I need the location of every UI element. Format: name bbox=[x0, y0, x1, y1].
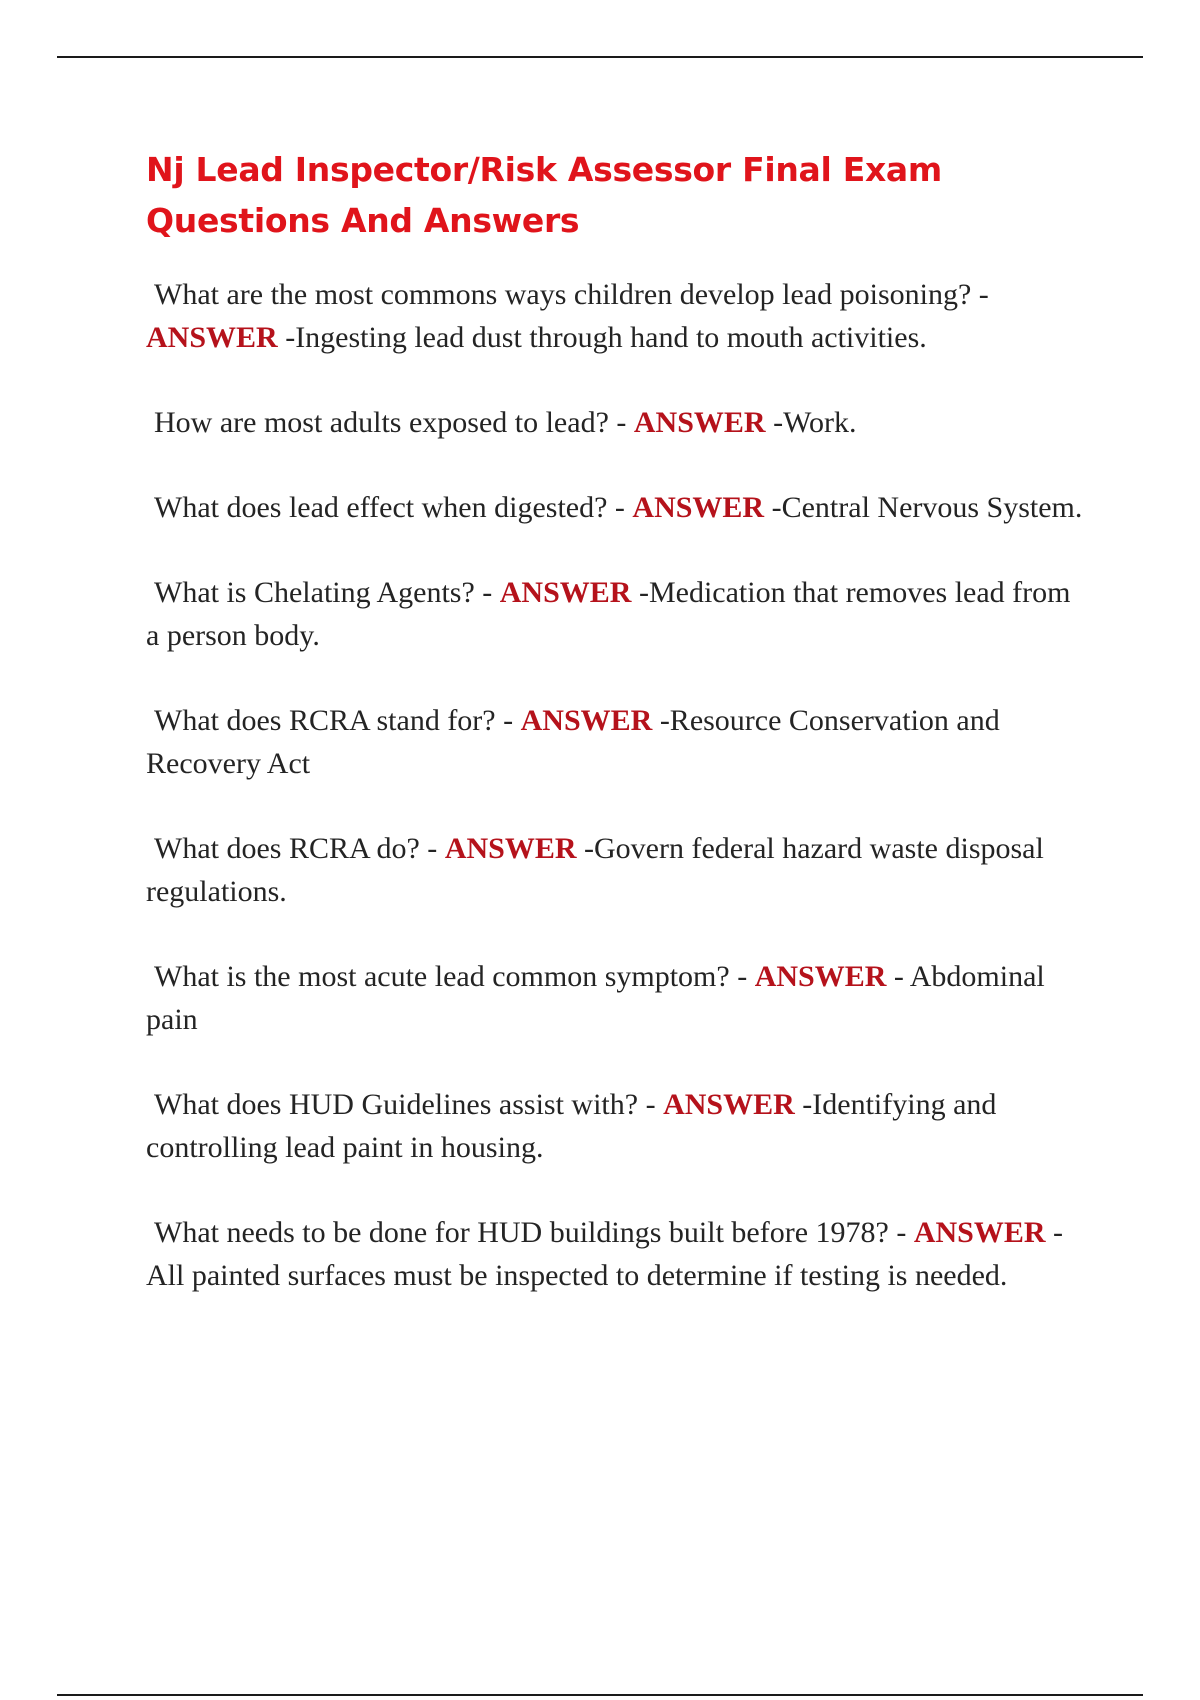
answer-text: -Central Nervous System. bbox=[771, 491, 1083, 524]
bottom-rule bbox=[57, 1694, 1143, 1696]
answer-label: ANSWER bbox=[444, 832, 577, 865]
answer-text: -Work. bbox=[773, 406, 857, 439]
answer-text: -Govern federal hazard waste disposal regulations. bbox=[146, 832, 1044, 908]
top-rule bbox=[57, 56, 1143, 58]
answer-text: - Abdominal pain bbox=[146, 960, 1045, 1036]
question-text: What is the most acute lead common symptom? - bbox=[154, 960, 748, 993]
answer-text: -Medication that removes lead from a person body. bbox=[146, 576, 1071, 652]
qa-item bbox=[146, 273, 1086, 359]
question-text: How are most adults exposed to lead? - bbox=[154, 406, 627, 439]
answer-label: ANSWER bbox=[632, 491, 765, 524]
answer-text: -Ingesting lead dust through hand to mouth activities. bbox=[285, 321, 927, 354]
qa-item bbox=[146, 401, 1086, 444]
qa-item bbox=[146, 1211, 1086, 1297]
answer-text: -All painted surfaces must be inspected to determine if testing is needed. bbox=[146, 1216, 1064, 1292]
answer-label: ANSWER bbox=[754, 960, 887, 993]
qa-item bbox=[146, 699, 1086, 785]
answer-label: ANSWER bbox=[520, 704, 653, 737]
question-text: What does RCRA stand for? - bbox=[154, 704, 514, 737]
answer-label: ANSWER bbox=[146, 321, 278, 354]
question-text: What needs to be done for HUD buildings built before 1978? - bbox=[154, 1216, 907, 1249]
answer-label: ANSWER bbox=[633, 406, 766, 439]
question-text: What is Chelating Agents? - bbox=[154, 576, 493, 609]
answer-label: ANSWER bbox=[663, 1088, 795, 1121]
qa-item bbox=[146, 955, 1086, 1041]
qa-item bbox=[146, 486, 1086, 529]
question-text: What does lead effect when digested? - bbox=[154, 491, 625, 524]
document-body bbox=[146, 144, 1086, 1339]
answer-label: ANSWER bbox=[499, 576, 632, 609]
qa-item bbox=[146, 1083, 1086, 1169]
answer-text: -Resource Conservation and Recovery Act bbox=[146, 704, 1000, 780]
question-text: What are the most commons ways children develop lead poisoning? - bbox=[154, 278, 989, 311]
document-title: Nj Lead Inspector/Risk Assessor Final Exam Questions And Answers bbox=[146, 150, 942, 240]
question-text: What does HUD Guidelines assist with? - bbox=[154, 1088, 656, 1121]
qa-item bbox=[146, 827, 1086, 913]
answer-text: -Identifying and controlling lead paint in housing. bbox=[146, 1088, 997, 1164]
question-text: What does RCRA do? - bbox=[154, 832, 438, 865]
qa-item bbox=[146, 571, 1086, 657]
answer-label: ANSWER bbox=[913, 1216, 1046, 1249]
